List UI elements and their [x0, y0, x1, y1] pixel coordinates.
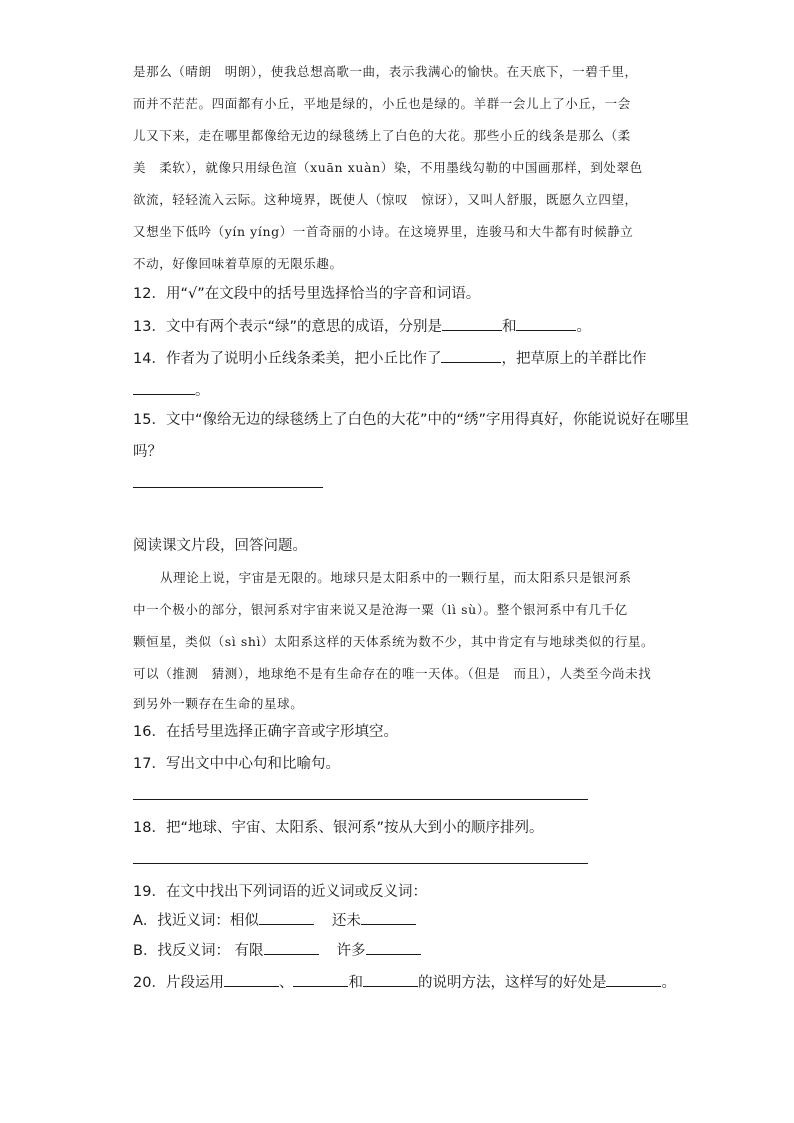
passage2-line-1: 从理论上说，宇宙是无限的。地球只是太阳系中的一颗行星，而太阳系只是银河系: [160, 570, 632, 585]
question-14-text: 14．作者为了说明小丘线条柔美，把小丘比作了: [133, 351, 442, 367]
passage1-line-1: 是那么（晴朗 明朗），使我总想高歌一曲，表示我满心的愉快。在天底下，一碧千里，: [133, 64, 638, 79]
question-14: [133, 348, 646, 369]
passage1-line-2: 而并不茫茫。四面都有小丘，平地是绿的，小丘也是绿的。羊群一会儿上了小丘，一会: [133, 96, 631, 111]
answer-blank-19b2[interactable]: [366, 940, 421, 955]
answer-blank-13b[interactable]: [516, 316, 576, 331]
answer-blank-19a2[interactable]: [361, 910, 416, 925]
question-12: 12．用“√”在文段中的括号里选择恰当的字音和词语。: [133, 286, 481, 302]
question-14-end: 。: [195, 383, 210, 399]
answer-blank-14b[interactable]: [133, 380, 195, 395]
answer-blank-19a1[interactable]: [259, 910, 314, 925]
question-18: 18．把“地球、宇宙、太阳系、银河系”按从大到小的顺序排列。: [133, 820, 544, 836]
answer-blank-19b1[interactable]: [264, 940, 319, 955]
question-19b: [133, 940, 421, 961]
passage1-line-5: 欲流，轻轻流入云际。这种境界，既使人（惊叹 惊讶），又叫人舒服，既愿久立四望，: [133, 192, 638, 207]
question-20-text: 20．片段运用: [133, 975, 224, 991]
passage2-line-5: 到另外一颗存在生命的星球。: [133, 696, 304, 711]
answer-line-18[interactable]: [133, 863, 588, 864]
question-17: 17．写出文中中心句和比喻句。: [133, 756, 340, 772]
question-20-text-b: 的说明方法，这样写的好处是: [417, 975, 607, 991]
passage1-line-3: 儿又下来，走在哪里都像给无边的绿毯绣上了白色的大花。那些小丘的线条是那么（柔: [133, 128, 631, 143]
question-19a-text-b: 还未: [331, 913, 361, 929]
passage1-line-6: 又想坐下低吟（yín yíng）一首奇丽的小诗。在这境界里，连骏马和大牛都有时候静立: [133, 224, 634, 239]
answer-line-17[interactable]: [133, 799, 588, 800]
answer-line-15[interactable]: [133, 487, 323, 488]
question-14-cont: [133, 380, 210, 401]
answer-blank-14a[interactable]: [441, 348, 501, 363]
question-19: 19．在文中找出下列词语的近义词或反义词：: [133, 884, 427, 900]
question-13-text: 13．文中有两个表示“绿”的意思的成语，分别是: [133, 319, 442, 335]
passage2-line-2: 中一个极小的部分，银河系对宇宙来说又是沧海一粟（lì sù）。整个银河系中有几千亿: [133, 602, 628, 617]
answer-blank-20c[interactable]: [363, 972, 418, 987]
question-15: 15．文中“像给无边的绿毯绣上了白色的大花”中的“绣”字用得真好，你能说说好在哪里: [133, 412, 689, 428]
question-19a: [133, 910, 416, 931]
answer-blank-20a[interactable]: [224, 972, 279, 987]
question-19b-text-b: 许多: [336, 943, 366, 959]
passage1-line-7: 不动，好像回味着草原的无限乐趣。: [133, 256, 343, 271]
question-13: [133, 316, 591, 337]
question-20-sep: 、: [278, 975, 294, 991]
passage2-line-4: 可以（推测 猜测），地球绝不是有生命存在的唯一天体。（但是 而且），人类至今尚未找: [133, 666, 652, 681]
answer-blank-20b[interactable]: [293, 972, 348, 987]
question-13-and: 和: [501, 319, 517, 335]
question-15-cont: 吗？: [133, 444, 162, 460]
answer-blank-13a[interactable]: [442, 316, 502, 331]
question-14-text-b: ，把草原上的羊群比作: [501, 351, 647, 367]
question-20-end: 。: [661, 975, 676, 991]
question-19b-text: B．找反义词： 有限: [133, 943, 264, 959]
question-13-end: 。: [576, 319, 591, 335]
passage2-line-3: 颗恒星，类似（sì shì）太阳系这样的天体系统为数不少，其中肯定有与地球类似的行星。: [133, 634, 655, 649]
question-19a-text: A．找近义词：相似: [133, 913, 259, 929]
question-20: [133, 972, 676, 993]
passage1-line-4: 美 柔软），就像只用绿色渲（xuān xuàn）染，不用墨线勾勒的中国画那样，到处翠色: [133, 160, 643, 175]
question-16: 16．在括号里选择正确字音或字形填空。: [133, 724, 398, 740]
answer-blank-20d[interactable]: [606, 972, 661, 987]
question-20-and: 和: [348, 975, 363, 991]
section2-intro: 阅读课文片段，回答问题。: [133, 538, 307, 554]
